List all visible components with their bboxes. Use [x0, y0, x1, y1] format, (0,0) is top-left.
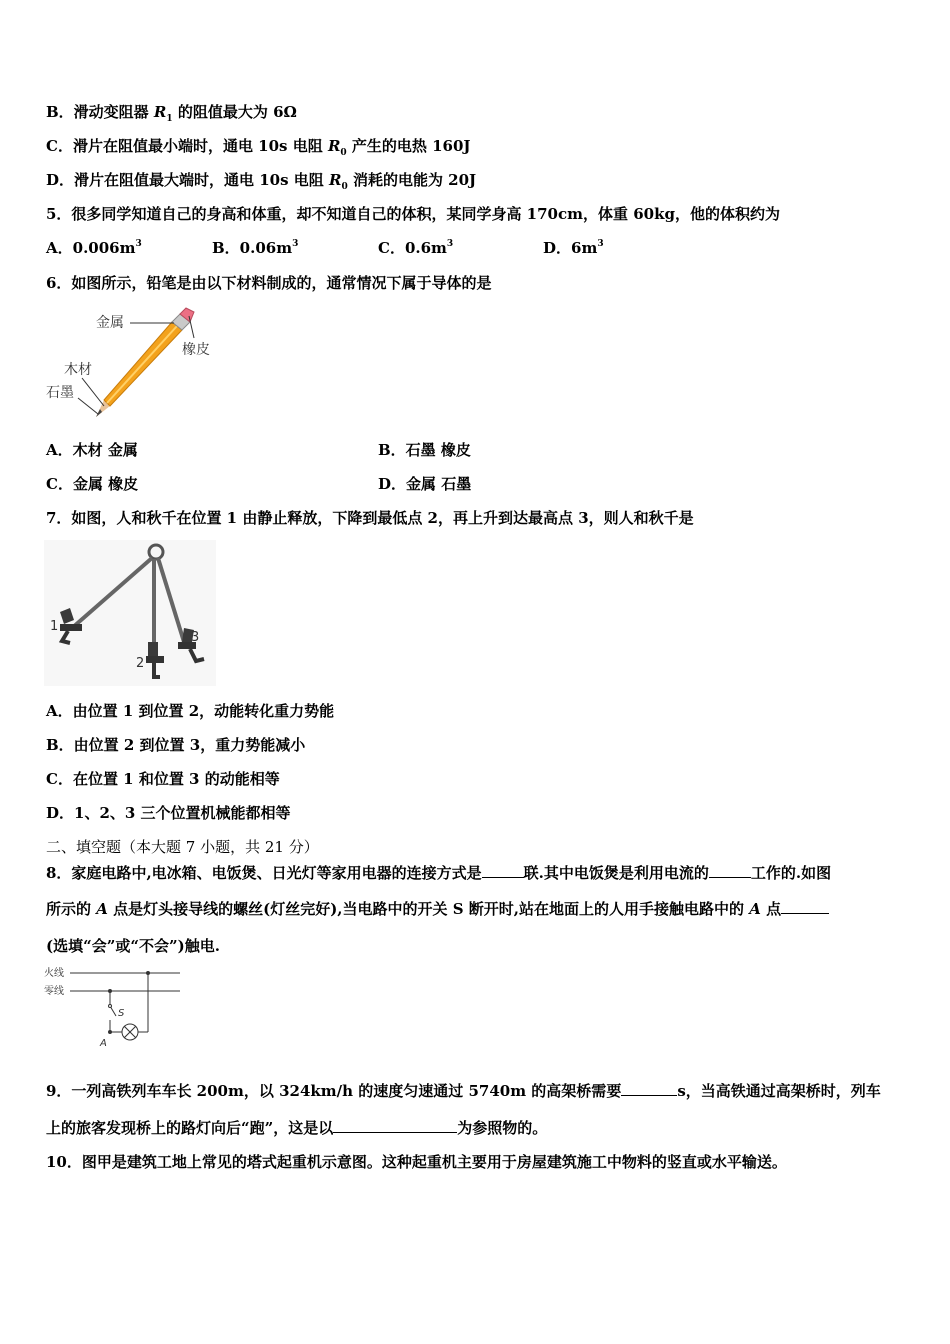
q6-option-b: B．石墨 橡皮: [378, 441, 471, 459]
q7-option-b: B．由位置 2 到位置 3，重力势能减小: [46, 736, 306, 754]
q5-option-a: A．$0.006m^3$: [46, 239, 142, 257]
q10-stem: 10．图甲是建筑工地上常见的塔式起重机示意图。这种起重机主要用于房屋建筑施工中物料的竖直或水平输送。: [46, 1153, 787, 1171]
q7-stem: 7．如图，人和秋千在位置 1 由静止释放，下降到最低点 2，再上升到达最高点 3，则人和秋千是: [46, 509, 694, 527]
lamp-icon: [122, 1024, 138, 1040]
q5-stem: 5．很多同学知道自己的身高和体重，却不知道自己的体积，某同学身高 170cm，体重 60kg，他的体积约为: [46, 205, 780, 223]
q5-option-b: B．$0.06m^3$: [212, 239, 299, 257]
q4-option-b: B．滑动变阻器 $R_1$ 的阻值最大为 6Ω: [46, 103, 297, 124]
q4-option-d: D．滑片在阻值最大端时，通电 10s 电阻 $R_0$ 消耗的电能为 20J: [46, 171, 477, 192]
label-graphite: 石墨: [46, 385, 74, 401]
q5-option-c: C．$0.6m^3$: [378, 239, 454, 257]
q5-option-d: D．$6m^3$: [543, 239, 604, 257]
q6-option-d: D．金属 石墨: [378, 475, 472, 493]
label-pos3: 3: [191, 630, 200, 645]
label-neutral-wire: 零线: [44, 986, 64, 997]
label-pos2: 2: [136, 656, 145, 671]
q7-option-a: A．由位置 1 到位置 2，动能转化重力势能: [46, 702, 335, 720]
label-rubber: 橡皮: [182, 342, 210, 358]
blank[interactable]: [482, 863, 524, 878]
q6-option-c: C．金属 橡皮: [46, 475, 139, 493]
q7-option-c: C．在位置 1 和位置 3 的动能相等: [46, 770, 280, 788]
swing-figure: [44, 540, 216, 686]
blank[interactable]: [621, 1081, 677, 1096]
label-switch: S: [118, 1008, 125, 1019]
section-title: 二、填空题（本大题 7 小题，共 21 分）: [46, 838, 319, 856]
label-wood: 木材: [64, 362, 92, 378]
blank[interactable]: [781, 899, 829, 914]
label-metal: 金属: [96, 315, 124, 331]
q8-line2: 所示的 A 点是灯头接导线的螺丝(灯丝完好),当电路中的开关 S 断开时,站在地面上的人用手接触电路中的 A 点: [46, 899, 829, 919]
label-live-wire: 火线: [44, 968, 64, 979]
q9-line1: 9．一列高铁列车车长 200m，以 324km/h 的速度匀速通过 5740m 的高架桥需要 s，当高铁通过高架桥时，列车: [46, 1082, 881, 1100]
label-point-a: A: [100, 1038, 107, 1048]
q6-stem: 6．如图所示，铅笔是由以下材料制成的，通常情况下属于导体的是: [46, 274, 492, 292]
circuit-figure: [44, 964, 184, 1048]
label-pos1: 1: [50, 619, 59, 634]
blank[interactable]: [333, 1118, 457, 1133]
q8-line1: 8．家庭电路中,电冰箱、电饭煲、日光灯等家用电器的连接方式是 联.其中电饭煲是利用电流的 工作的.如图: [46, 864, 832, 882]
q9-line2: 上的旅客发现桥上的路灯向后“跑”，这是以 为参照物的。: [46, 1119, 548, 1137]
q4-option-c: C．滑片在阻值最小端时，通电 10s 电阻 $R_0$ 产生的电热 160J: [46, 137, 471, 158]
q7-option-d: D．1、2、3 三个位置机械能都相等: [46, 804, 291, 822]
blank[interactable]: [709, 863, 751, 878]
q6-option-a: A．木材 金属: [46, 441, 138, 459]
q8-line3: (选填“会”或“不会”)触电.: [46, 937, 220, 955]
pencil-figure: [44, 302, 234, 430]
